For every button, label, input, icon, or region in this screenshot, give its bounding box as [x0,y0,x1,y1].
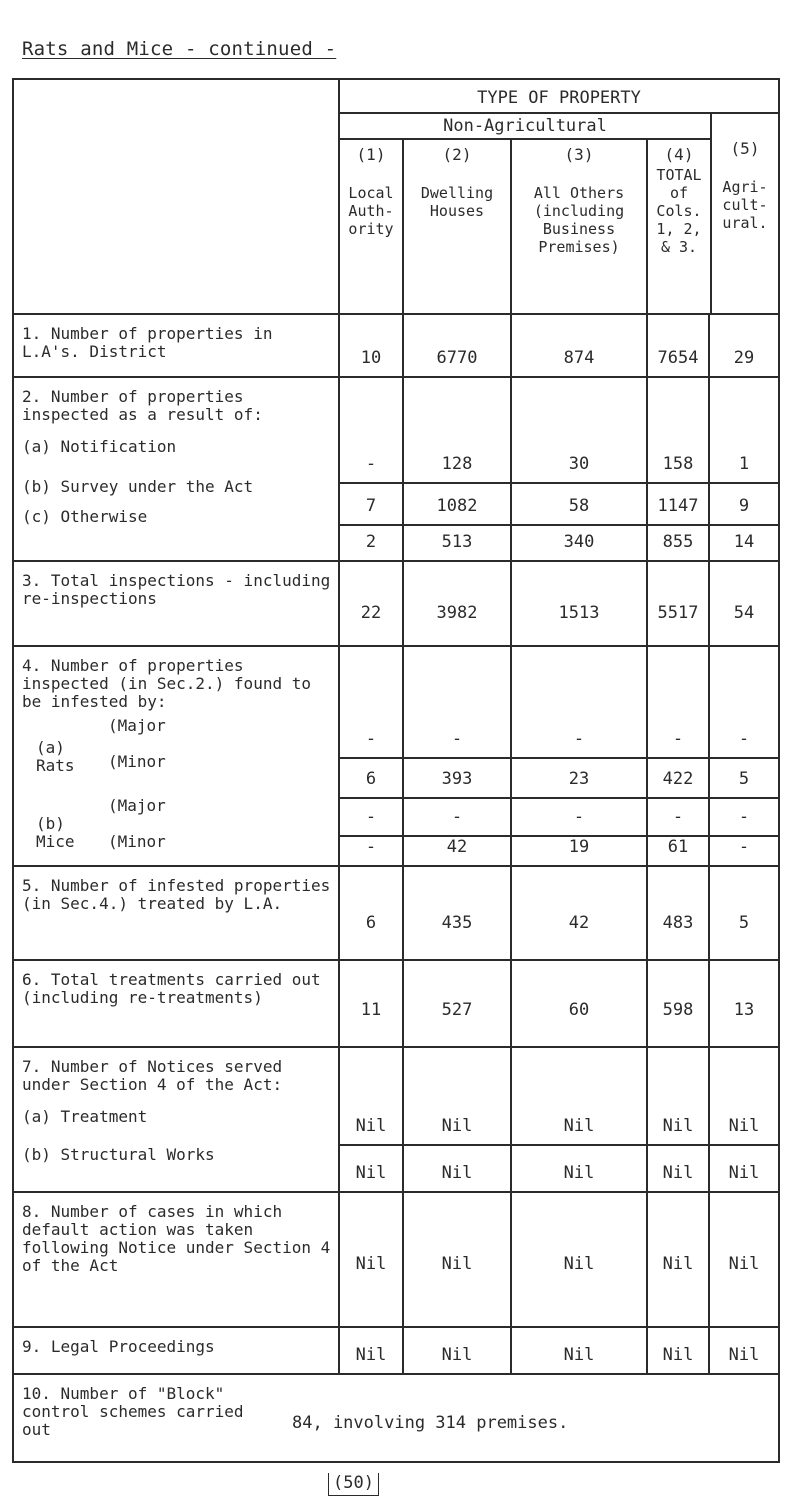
cell: Nil [728,1345,760,1365]
row-label: 5. Number of infested properties (in Sec.4.) treated by L.A. [14,867,340,959]
table-row [14,647,778,867]
cell: 158 [648,378,710,482]
row-label: 7. Number of Notices served under Section 4 of the Act: (a) Treatment (b) Structural Works [14,1048,340,1191]
cell: Nil [648,1193,710,1326]
cell: 19 [512,837,648,865]
cell: 2 [340,526,404,560]
row-label: 2. Number of properties inspected as a result of: (a) Notification (b) Survey under the Act (c) Otherwise [14,378,340,560]
cell: 14 [733,532,755,552]
row-label: 10. Number of "Block" control schemes carried out [22,1384,244,1439]
table-row [14,1193,778,1328]
cell: 42 [404,837,512,865]
cell: 23 [512,759,648,797]
cell: Nil [648,1328,710,1373]
cell: 5517 [648,562,710,645]
cell: - [340,378,404,482]
table-row [14,867,778,961]
cell: 422 [648,759,710,797]
cell: Nil [648,1048,710,1144]
non-agricultural-heading: Non-Agricultural [340,114,710,140]
table-row [14,378,778,562]
cell: Nil [728,1254,760,1274]
cell: Nil [340,1146,404,1191]
page-number: (50) [328,1473,379,1496]
table-row [14,315,778,378]
col-header-agricultural: (5) Agri- cult- ural. [722,139,768,232]
col-header-dwelling-houses: (2) Dwelling Houses [404,140,512,313]
block-schemes-summary: 84, involving 314 premises. [292,1413,569,1433]
cell: 1513 [512,562,648,645]
cell: 5 [738,769,750,789]
cell: 483 [648,867,710,959]
cell: 1 [738,454,750,474]
cell: 6770 [404,315,512,376]
row-label: 9. Legal Proceedings [14,1328,340,1373]
table-row [14,1328,778,1375]
col-header-local-authority: (1) Local Auth- ority [340,140,404,313]
property-table [12,78,780,1463]
row-label: 6. Total treatments carried out (including re-treatments) [14,961,340,1046]
cell: 13 [733,1000,755,1020]
cell: - [340,837,404,865]
cell: Nil [728,1116,760,1136]
cell: - [404,647,512,757]
cell: 54 [733,603,755,623]
cell: 7 [340,484,404,524]
row-label: 1. Number of properties in L.A's. District [14,315,340,376]
cell: Nil [404,1193,512,1326]
cell: Nil [512,1146,648,1191]
cell: - [512,647,648,757]
cell: Nil [648,1146,710,1191]
cell: Nil [340,1193,404,1326]
cell: 58 [512,484,648,524]
cell: 1147 [648,484,710,524]
col-header-all-others: (3) All Others (including Business Premises) [512,140,648,313]
cell: 527 [404,961,512,1046]
cell: 42 [512,867,648,959]
cell: Nil [340,1328,404,1373]
cell: 513 [404,526,512,560]
row-label: 4. Number of properties inspected (in Sec.2.) found to be infested by: (a) Rats (Major (Minor (b) Mice (Major (Minor [14,647,340,865]
cell: - [648,647,710,757]
cell: 340 [512,526,648,560]
cell: 11 [340,961,404,1046]
cell: - [340,647,404,757]
cell: 61 [648,837,710,865]
cell: 22 [340,562,404,645]
table-row [14,1048,778,1193]
cell: - [738,729,750,749]
table-row [14,1375,778,1461]
cell: 598 [648,961,710,1046]
cell: 30 [512,378,648,482]
cell: 60 [512,961,648,1046]
cell: Nil [404,1048,512,1144]
cell: - [404,799,512,835]
cell: 5 [738,913,750,933]
cell: - [340,799,404,835]
cell: Nil [512,1328,648,1373]
cell: 10 [340,315,404,376]
cell: 128 [404,378,512,482]
cell: Nil [728,1163,760,1183]
type-of-property-heading: TYPE OF PROPERTY [340,80,778,114]
col-header-total: (4) TOTAL of Cols. 1, 2, & 3. [656,145,702,256]
cell: 7654 [648,315,710,376]
cell: - [738,837,750,857]
cell: 3982 [404,562,512,645]
cell: - [738,807,750,827]
cell: 435 [404,867,512,959]
cell: Nil [404,1146,512,1191]
cell: Nil [340,1048,404,1144]
cell: 855 [648,526,710,560]
cell: 874 [512,315,648,376]
cell: - [648,799,710,835]
header-blank-cell [14,80,340,313]
row-label: 8. Number of cases in which default action was taken following Notice under Section 4 of the Act [14,1193,340,1326]
table-row [14,562,778,647]
cell: 9 [738,496,750,516]
cell: 393 [404,759,512,797]
row-label: 3. Total inspections - including re-inspections [14,562,340,645]
cell: Nil [512,1193,648,1326]
table-row [14,961,778,1048]
cell: 1082 [404,484,512,524]
cell: 6 [340,867,404,959]
cell: 29 [733,348,755,368]
cell: Nil [512,1048,648,1144]
cell: 6 [340,759,404,797]
page-title: Rats and Mice - continued - [22,38,337,60]
cell: Nil [404,1328,512,1373]
cell: - [512,799,648,835]
table-header [14,80,778,315]
